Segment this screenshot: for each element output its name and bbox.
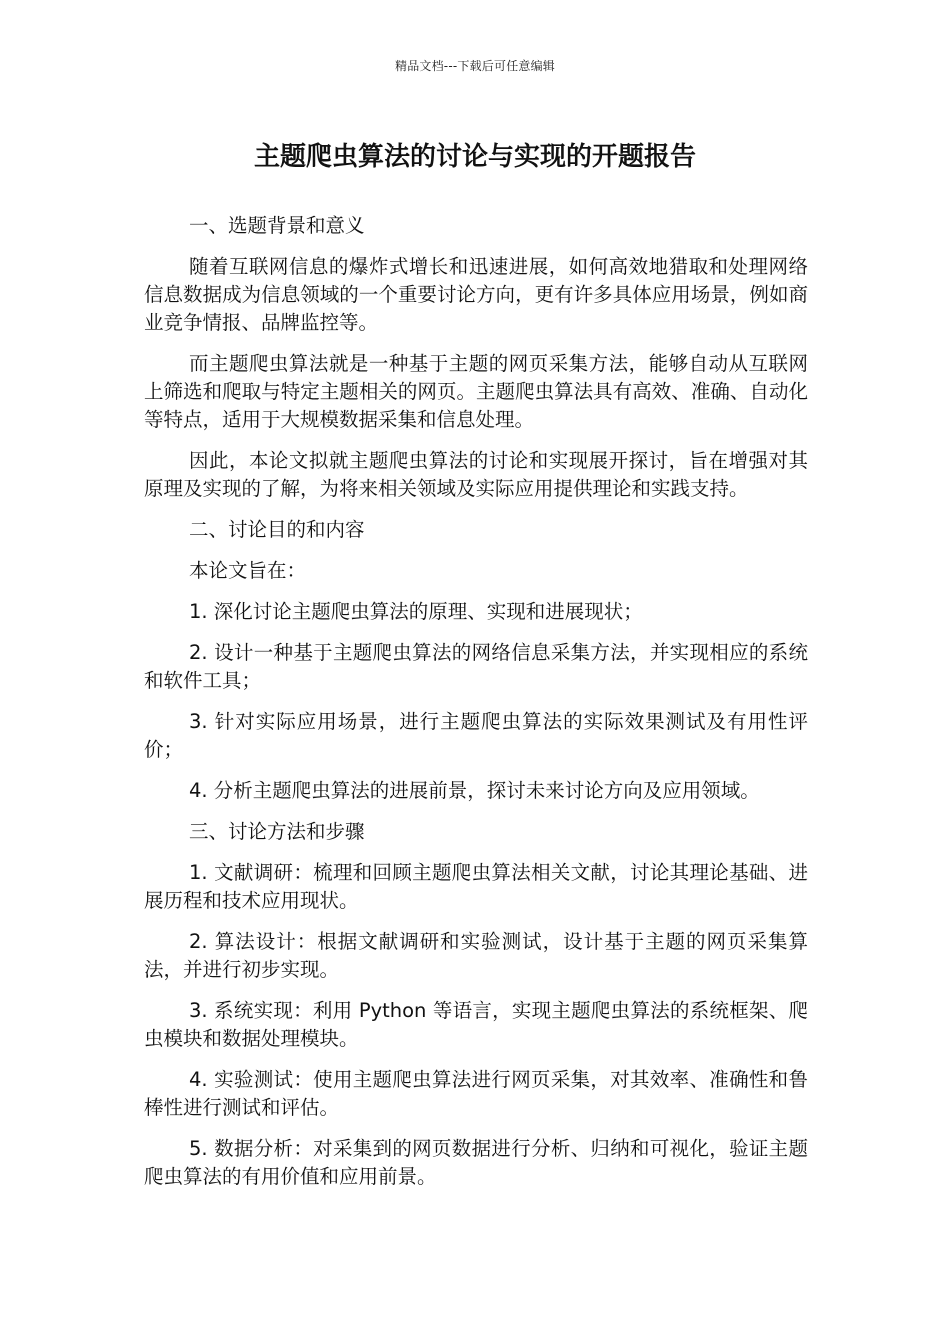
list-item: 2. 算法设计：根据文献调研和实验测试，设计基于主题的网页采集算法，并进行初步实现。 — [144, 930, 808, 981]
list-item: 4. 实验测试：使用主题爬虫算法进行网页采集，对其效率、准确性和鲁棒性进行测试和评估。 — [144, 1068, 808, 1119]
list-item: 1. 文献调研：梳理和回顾主题爬虫算法相关文献，讨论其理论基础、进展历程和技术应用现状。 — [144, 861, 808, 912]
section-heading-methods: 三、讨论方法和步骤 — [189, 820, 365, 843]
paragraph: 而主题爬虫算法就是一种基于主题的网页采集方法，能够自动从互联网上筛选和爬取与特定主题相关的网页。主题爬虫算法具有高效、准确、自动化等特点，适用于大规模数据采集和信息处理。 — [144, 352, 808, 431]
list-item: 3. 针对实际应用场景，进行主题爬虫算法的实际效果测试及有用性评价； — [144, 710, 808, 761]
list-item: 3. 系统实现：利用 Python 等语言，实现主题爬虫算法的系统框架、爬虫模块和数据处理模块。 — [144, 999, 808, 1050]
list-item: 5. 数据分析：对采集到的网页数据进行分析、归纳和可视化，验证主题爬虫算法的有用价值和应用前景。 — [144, 1137, 808, 1188]
paragraph: 本论文旨在： — [189, 559, 307, 582]
list-item: 4. 分析主题爬虫算法的进展前景，探讨未来讨论方向及应用领域。 — [189, 779, 760, 802]
header-note: 精品文档---下载后可任意编辑 — [395, 59, 555, 73]
section-heading-objectives: 二、讨论目的和内容 — [189, 518, 365, 541]
paragraph: 因此，本论文拟就主题爬虫算法的讨论和实现展开探讨，旨在增强对其原理及实现的了解，为将来相关领域及实际应用提供理论和实践支持。 — [144, 449, 808, 500]
document-body — [144, 212, 808, 1204]
section-heading-background: 一、选题背景和意义 — [189, 214, 365, 237]
list-item: 2. 设计一种基于主题爬虫算法的网络信息采集方法，并实现相应的系统和软件工具； — [144, 641, 808, 692]
paragraph: 随着互联网信息的爆炸式增长和迅速进展，如何高效地猎取和处理网络信息数据成为信息领域的一个重要讨论方向，更有许多具体应用场景，例如商业竞争情报、品牌监控等。 — [144, 255, 808, 334]
document-title: 主题爬虫算法的讨论与实现的开题报告 — [253, 142, 696, 172]
list-item: 1. 深化讨论主题爬虫算法的原理、实现和进展现状； — [189, 600, 643, 623]
